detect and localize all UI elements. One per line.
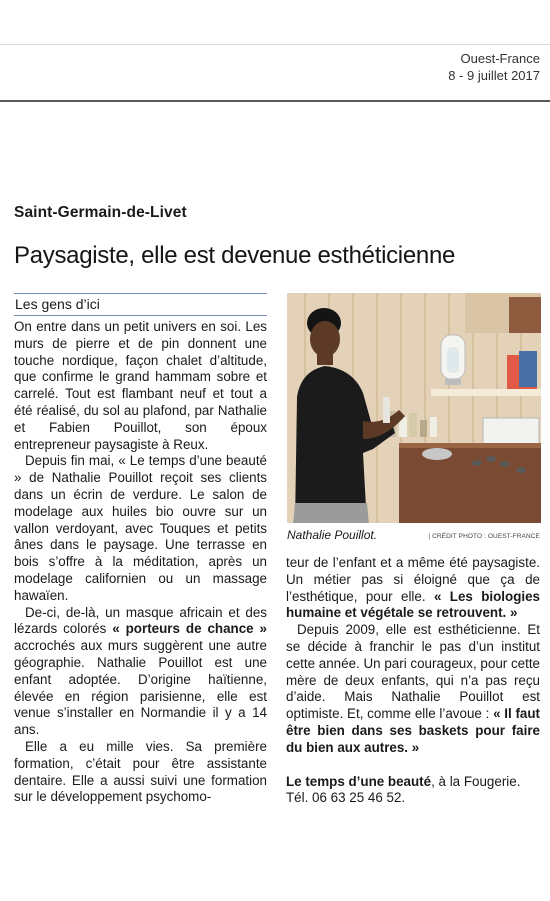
paragraph: [14, 605, 267, 739]
rubric-label: Les gens d’ici: [15, 296, 100, 312]
article-column-right: [286, 555, 540, 807]
institute-name: Le temps d’une beauté: [286, 773, 432, 789]
paragraph: Depuis fin mai, « Le temps d’une beauté » de Nathalie Pouillot reçoit ses clients dans un écrin de verdure. Le salon de modelage aux huiles bio ouvre sur un vallon verdoyant, avec Touques et petits ânes dans le paysage. Une terrasse en bois s’offre à la méditation, après un modelage californien ou un massage hawaïen.: [14, 453, 267, 603]
bold-quote: « Il faut être bien dans ses baskets pour faire du bien aux autres. »: [286, 706, 540, 755]
salon-photo-illustration: [287, 293, 541, 523]
newspaper-name: Ouest-France: [460, 51, 540, 66]
practical-info: [286, 774, 540, 808]
text-run: teur de l’enfant et a même été paysagiste. Un métier pas si éloigné que ça de l’esthétique, pour elle.: [286, 555, 540, 604]
bold-quote: « Les biologies humaine et végétale se retrouvent. »: [286, 588, 540, 621]
paragraph: On entre dans un petit univers en soi. Les murs de pierre et de pin donnent une touche nordique, façon chalet d’altitude, que confirme le grand hammam sobre et carrelé. Tout est flambant neuf et tout a été réalisé, du sol au plafond, par Nathalie et Fabien Pouillot, son époux entrepreneur paysagiste à Reux.: [14, 319, 267, 452]
text-run: De-ci, de-là, un masque africain et des lézards colorés: [14, 604, 267, 637]
source-block: [448, 50, 540, 84]
text-run: accrochés aux murs suggèrent une autre géographie. Nathalie Pouillot est une enfant adoptée. D’origine haïtienne, élevée en région parisienne, elle est venue s’installer en Normandie il y a 14 ans.: [14, 638, 267, 738]
paragraph: [286, 622, 540, 756]
rubric-box: [14, 293, 267, 316]
text-run: Depuis 2009, elle est esthéticienne. Et se décide à franchir le pas d’un institut cette année. Un pari courageux, pour cette mère de deux enfants, qui n’a pas reçu d’aide. Mais Nathalie Pouillot est optimiste. Et, comme elle l’avoue :: [286, 622, 540, 722]
article-headline: Paysagiste, elle est devenue esthéticienne: [14, 242, 456, 269]
paragraph: [286, 555, 540, 622]
institute-details: , à la Fougerie. Tél. 06 63 25 46 52.: [286, 773, 521, 806]
paragraph: Elle a eu mille vies. Sa première formation, c’était pour être assistante dentaire. Elle a aussi suivi une formation sur le développement psychomo-: [14, 738, 267, 805]
article-column-left: [14, 319, 267, 806]
bold-quote: « porteurs de chance »: [112, 621, 267, 637]
article-location: Saint-Germain-de-Livet: [14, 204, 187, 221]
header-rule: [0, 100, 550, 102]
top-divider: [0, 44, 550, 45]
photo-caption: Nathalie Pouillot.: [287, 528, 378, 542]
publication-date: 8 - 9 juillet 2017: [448, 68, 540, 83]
article-photo: [287, 293, 541, 523]
photo-credit: | CRÉDIT PHOTO : OUEST-FRANCE: [428, 533, 540, 540]
